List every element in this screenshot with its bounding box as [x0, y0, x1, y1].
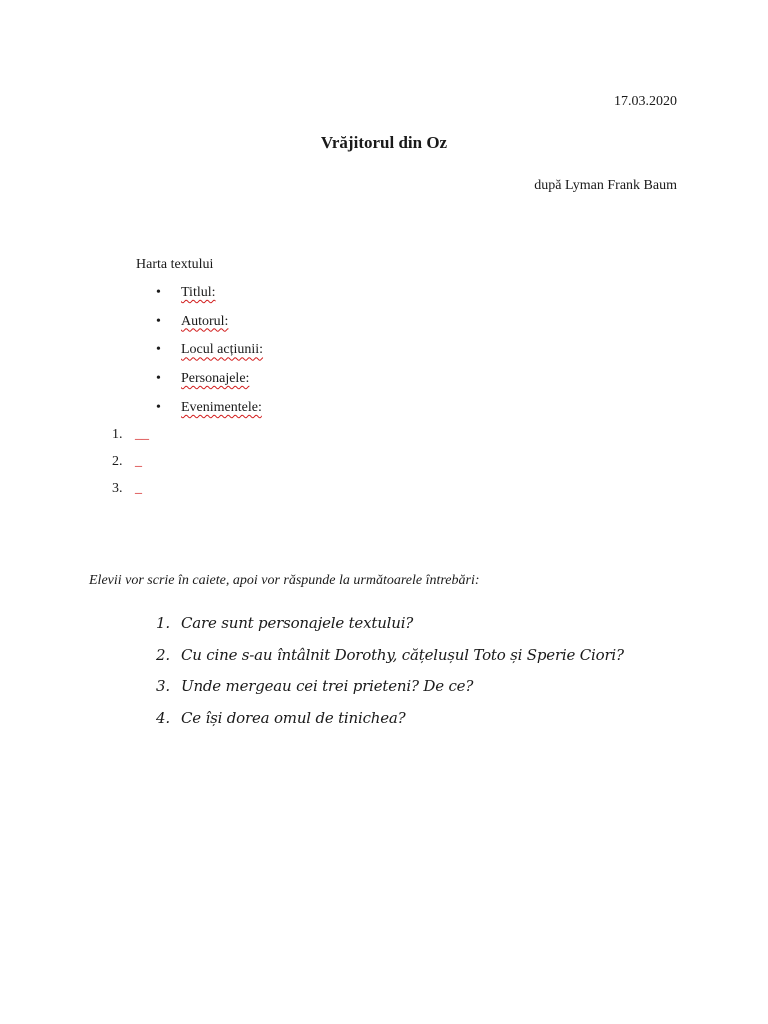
list-item-label: Evenimentele: [181, 399, 262, 415]
question-number: 3. [156, 677, 170, 695]
question-text: Ce își dorea omul de tinichea? [181, 708, 406, 727]
question-text: Cu cine s-au întâlnit Dorothy, cățelușul Toto și Sperie Ciori? [181, 645, 624, 664]
document-title: Vrăjitorul din Oz [320, 133, 448, 152]
instruction-text: Elevii vor scrie în caiete, apoi vor răspunde la următoarele întrebări: [89, 573, 480, 588]
list-item-label: Personajele: [181, 371, 250, 387]
bullet-icon: • [156, 342, 161, 358]
question-number: 4. [156, 708, 170, 727]
list-item-label: Locul acțiunii: [181, 342, 264, 358]
blank-line: _ [135, 481, 142, 496]
list-number: 2. [112, 454, 123, 469]
blank-line: __ [135, 427, 149, 442]
document-date: 17.03.2020 [614, 94, 677, 109]
question-text: Care sunt personajele textului? [181, 614, 414, 632]
author-line: după Lyman Frank Baum [534, 178, 677, 193]
question-number: 1. [156, 614, 170, 632]
question-text: Unde mergeau cei trei prieteni? De ce? [181, 677, 474, 695]
bullet-icon: • [156, 399, 161, 415]
bullet-icon: • [156, 313, 161, 329]
blank-line: _ [135, 454, 142, 469]
text-map-heading: Harta textului [136, 257, 214, 272]
list-number: 1. [112, 427, 123, 442]
list-item-label: Autorul: [181, 313, 229, 329]
question-number: 2. [156, 645, 170, 664]
list-number: 3. [112, 481, 123, 496]
bullet-icon: • [156, 371, 161, 387]
bullet-icon: • [156, 285, 161, 300]
list-item-label: Titlul: [181, 285, 216, 300]
